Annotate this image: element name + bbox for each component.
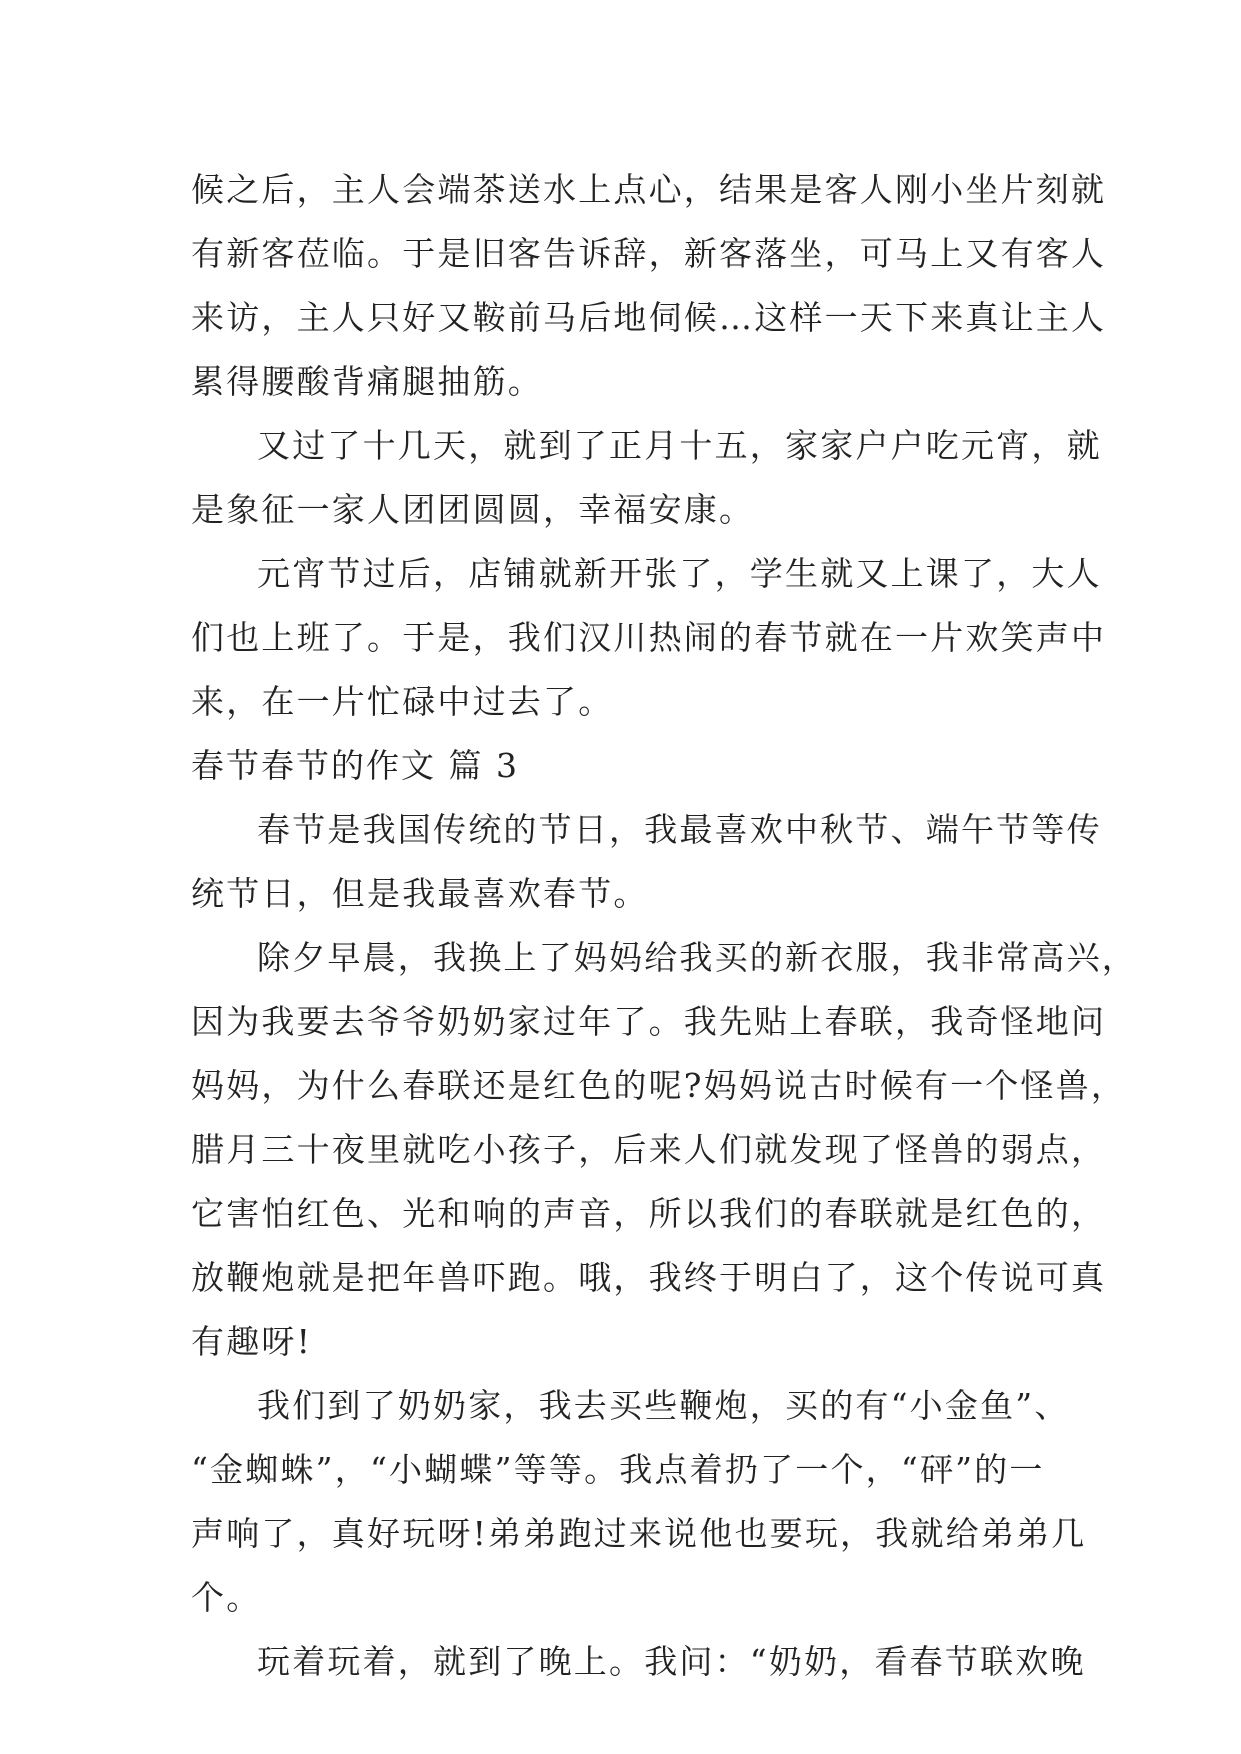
text-line: 腊月三十夜里就吃小孩子，后来人们就发现了怪兽的弱点， — [191, 1130, 1107, 1169]
text-line: 来，在一片忙碌中过去了。 — [191, 682, 614, 721]
paragraph-start-line: 春节是我国传统的节日，我最喜欢中秋节、端午节等传 — [257, 810, 1102, 849]
text-line: 妈妈，为什么春联还是红色的呢?妈妈说古时候有一个怪兽， — [191, 1066, 1127, 1105]
text-line: 有趣呀! — [191, 1322, 313, 1361]
text-line: “金蜘蛛”，“小蝴蝶”等等。我点着扔了一个，“砰”的一 — [191, 1450, 1045, 1489]
text-line: 有新客莅临。于是旧客告诉辞，新客落坐，可马上又有客人 — [191, 234, 1107, 273]
text-line: 来访，主人只好又鞍前马后地伺候…这样一天下来真让主人 — [191, 298, 1107, 337]
essay-body — [191, 158, 1137, 1694]
paragraph-start-line: 我们到了奶奶家，我去买些鞭炮，买的有“小金鱼”、 — [257, 1386, 1070, 1425]
text-line: 累得腰酸背痛腿抽筋。 — [191, 362, 543, 401]
text-line: 们也上班了。于是，我们汉川热闹的春节就在一片欢笑声中 — [191, 618, 1107, 657]
paragraph-start-line: 除夕早晨，我换上了妈妈给我买的新衣服，我非常高兴， — [257, 938, 1137, 977]
text-line: 放鞭炮就是把年兽吓跑。哦，我终于明白了，这个传说可真 — [191, 1258, 1107, 1297]
text-line: 它害怕红色、光和响的声音，所以我们的春联就是红色的， — [191, 1194, 1107, 1233]
paragraph-start-line: 又过了十几天，就到了正月十五，家家户户吃元宵，就 — [257, 426, 1102, 465]
text-line: 是象征一家人团团圆圆，幸福安康。 — [191, 490, 755, 529]
section-heading: 春节春节的作文 篇 3 — [191, 746, 519, 785]
text-line: 候之后，主人会端茶送水上点心，结果是客人刚小坐片刻就 — [191, 170, 1107, 209]
text-line: 个。 — [191, 1578, 262, 1617]
text-line: 统节日，但是我最喜欢春节。 — [191, 874, 649, 913]
text-line: 声响了，真好玩呀!弟弟跑过来说他也要玩，我就给弟弟几 — [191, 1514, 1087, 1553]
paragraph-start-line: 元宵节过后，店铺就新开张了，学生就又上课了，大人 — [257, 554, 1102, 593]
paragraph-start-line: 玩着玩着，就到了晚上。我问：“奶奶，看春节联欢晚 — [257, 1642, 1086, 1681]
text-line: 因为我要去爷爷奶奶家过年了。我先贴上春联，我奇怪地问 — [191, 1002, 1107, 1041]
